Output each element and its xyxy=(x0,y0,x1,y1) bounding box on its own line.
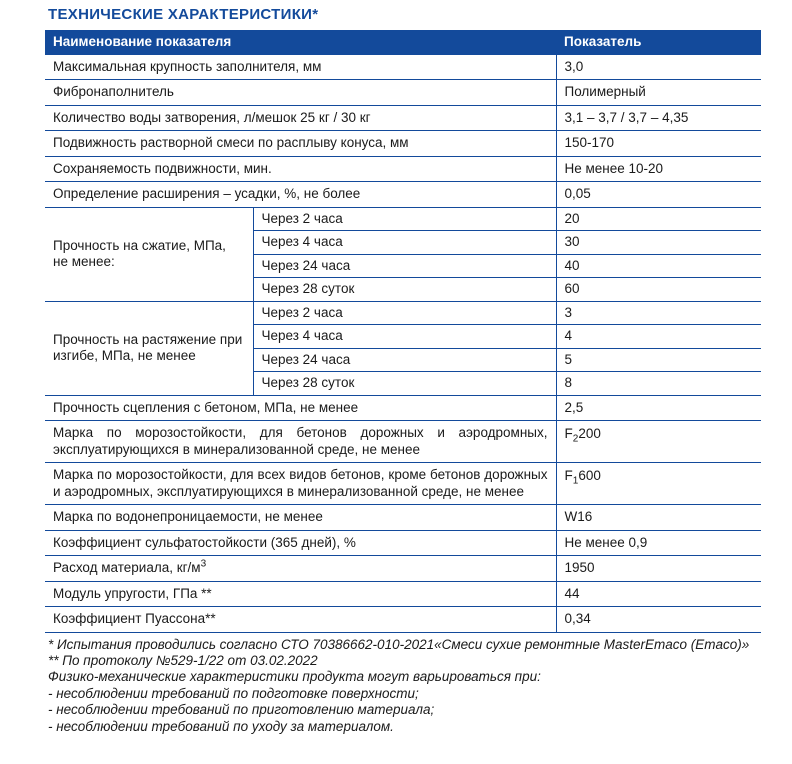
table-row xyxy=(45,105,761,131)
table-row xyxy=(45,156,761,182)
table-row xyxy=(45,131,761,157)
spec-value: 3,1 – 3,7 / 3,7 – 4,35 xyxy=(556,105,761,131)
spec-value: 8 xyxy=(556,372,761,396)
spec-value xyxy=(556,463,761,505)
spec-value xyxy=(556,421,761,463)
spec-value: Полимерный xyxy=(556,80,761,106)
datasheet-page xyxy=(45,6,761,735)
group-label-flexural: Прочность на растяжение при изгибе, МПа, не менее xyxy=(45,301,253,395)
value-prefix: F xyxy=(564,426,573,441)
table-row xyxy=(45,530,761,556)
spec-value: 2,5 xyxy=(556,395,761,421)
table-row xyxy=(45,505,761,531)
table-row xyxy=(45,581,761,607)
spec-value: 150-170 xyxy=(556,131,761,157)
sub-condition: Через 2 часа xyxy=(253,301,556,325)
spec-name: Коэффициент Пуассона** xyxy=(45,607,556,633)
sub-condition: Через 28 суток xyxy=(253,278,556,302)
value-subscript: 2 xyxy=(572,433,579,445)
sub-condition: Через 4 часа xyxy=(253,325,556,349)
footnotes-block xyxy=(48,637,761,735)
table-row xyxy=(45,556,761,582)
spec-name: Марка по водонепроницаемости, не менее xyxy=(45,505,556,531)
spec-name: Сохраняемость подвижности, мин. xyxy=(45,156,556,182)
footnote-line: - несоблюдении требований по уходу за материалом. xyxy=(48,718,394,734)
footnote-line: - несоблюдении требований по подготовке поверхности; xyxy=(48,685,419,701)
spec-name: Максимальная крупность заполнителя, мм xyxy=(45,55,556,80)
spec-name: Марка по морозостойкости, для бетонов дорожных и аэродромных, эксплуатирующихся в минерализованной среде, не менее xyxy=(45,421,556,463)
spec-name: Модуль упругости, ГПа ** xyxy=(45,581,556,607)
table-row xyxy=(45,55,761,80)
footnote-line: Физико-механические характеристики продукта могут варьироваться при: xyxy=(48,669,541,685)
spec-name: Количество воды затворения, л/мешок 25 кг / 30 кг xyxy=(45,105,556,131)
sub-condition: Через 28 суток xyxy=(253,372,556,396)
table-row xyxy=(45,182,761,208)
group-label-compressive: Прочность на сжатие, МПа, не менее: xyxy=(45,207,253,301)
value-prefix: F xyxy=(564,468,573,483)
name-prefix: Расход материала, кг/м xyxy=(53,560,201,575)
spec-name: Марка по морозостойкости, для всех видов бетонов, кроме бетонов дорожных и аэродромных, эксплуатирующихся в минерализованной среде, не менее xyxy=(45,463,556,505)
spec-value: 60 xyxy=(556,278,761,302)
value-rest: 200 xyxy=(578,426,601,441)
table-row-group-compressive xyxy=(45,207,761,231)
spec-value: 0,05 xyxy=(556,182,761,208)
spec-value: 5 xyxy=(556,348,761,372)
table-row xyxy=(45,80,761,106)
spec-name: Коэффициент сульфатостойкости (365 дней), % xyxy=(45,530,556,556)
table-row xyxy=(45,463,761,505)
table-row xyxy=(45,607,761,633)
spec-value: 30 xyxy=(556,231,761,255)
spec-name: Подвижность растворной смеси по расплыву конуса, мм xyxy=(45,131,556,157)
column-header-value: Показатель xyxy=(556,30,761,55)
spec-value: 0,34 xyxy=(556,607,761,633)
sub-condition: Через 24 часа xyxy=(253,348,556,372)
sub-condition: Через 24 часа xyxy=(253,254,556,278)
specifications-table xyxy=(45,30,761,633)
spec-value: 1950 xyxy=(556,556,761,582)
table-row-group-flexural xyxy=(45,301,761,325)
value-rest: 600 xyxy=(578,468,601,483)
spec-value: Не менее 0,9 xyxy=(556,530,761,556)
spec-value: Не менее 10-20 xyxy=(556,156,761,182)
sub-condition: Через 2 часа xyxy=(253,207,556,231)
spec-value: 44 xyxy=(556,581,761,607)
table-row xyxy=(45,421,761,463)
footnote-line: ** По протоколу №529-1/22 от 03.02.2022 xyxy=(48,652,318,668)
spec-value: 4 xyxy=(556,325,761,349)
spec-value: 3,0 xyxy=(556,55,761,80)
name-superscript: 3 xyxy=(200,558,207,570)
spec-name: Прочность сцепления с бетоном, МПа, не менее xyxy=(45,395,556,421)
table-row xyxy=(45,395,761,421)
spec-name xyxy=(45,556,556,582)
column-header-name: Наименование показателя xyxy=(45,30,556,55)
spec-value: 20 xyxy=(556,207,761,231)
footnote-line: - несоблюдении требований по приготовлению материала; xyxy=(48,702,435,718)
spec-value: W16 xyxy=(556,505,761,531)
spec-value: 3 xyxy=(556,301,761,325)
table-header-row xyxy=(45,30,761,55)
spec-name: Фибронаполнитель xyxy=(45,80,556,106)
spec-value: 40 xyxy=(556,254,761,278)
value-subscript: 1 xyxy=(572,475,579,487)
sub-condition: Через 4 часа xyxy=(253,231,556,255)
spec-name: Определение расширения – усадки, %, не более xyxy=(45,182,556,208)
footnote-line: * Испытания проводились согласно СТО 70386662-010-2021«Смеси сухие ремонтные MasterEmaco (Emaco)» xyxy=(48,636,750,652)
page-title: ТЕХНИЧЕСКИЕ ХАРАКТЕРИСТИКИ* xyxy=(48,6,319,23)
